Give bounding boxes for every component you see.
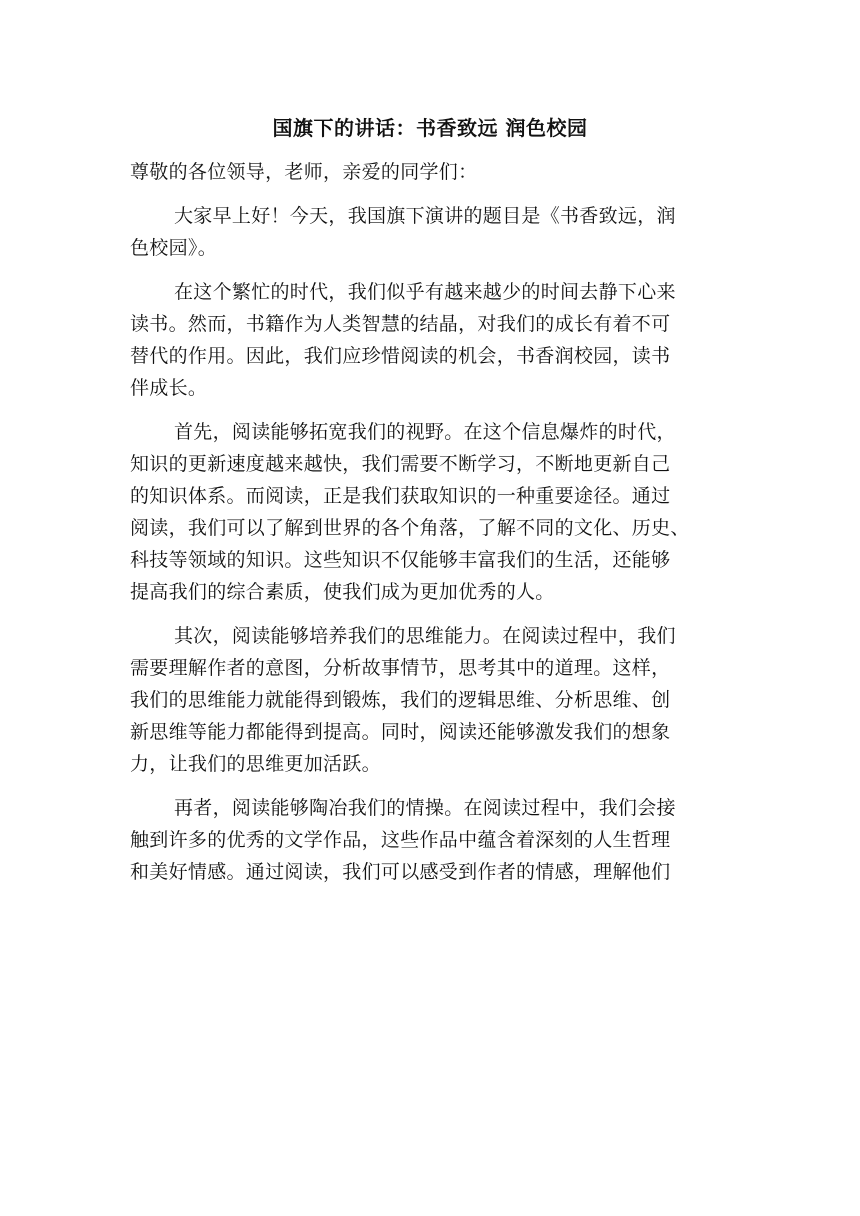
paragraph-line: 再者，阅读能够陶冶我们的情操。在阅读过程中，我们会接 (174, 797, 676, 819)
paragraph-third (130, 792, 730, 888)
paragraph-line: 提高我们的综合素质，使我们成为更加优秀的人。 (130, 581, 555, 603)
paragraph-line: 其次，阅读能够培养我们的思维能力。在阅读过程中，我们 (174, 625, 676, 647)
paragraph-line: 新思维等能力都能得到提高。同时，阅读还能够激发我们的想象 (130, 721, 671, 743)
paragraph-line: 色校园》。 (130, 237, 218, 259)
paragraph-line: 和美好情感。通过阅读，我们可以感受到作者的情感，理解他们 (130, 861, 671, 883)
document-body (130, 156, 730, 888)
paragraph-greeting (130, 200, 730, 264)
paragraph-line: 的知识体系。而阅读，正是我们获取知识的一种重要途径。通过 (130, 485, 671, 507)
paragraph-line: 知识的更新速度越来越快，我们需要不断学习，不断地更新自己 (130, 453, 671, 475)
paragraph-line: 阅读，我们可以了解到世界的各个角落，了解不同的文化、历史、 (130, 517, 690, 539)
paragraph-line: 触到许多的优秀的文学作品，这些作品中蕴含着深刻的人生哲理 (130, 829, 671, 851)
paragraph-line: 在这个繁忙的时代，我们似乎有越来越少的时间去静下心来 (174, 281, 676, 303)
document-title: 国旗下的讲话：书香致远 润色校园 (272, 116, 588, 140)
paragraph-second (130, 620, 730, 780)
paragraph-line: 读书。然而，书籍作为人类智慧的结晶，对我们的成长有着不可 (130, 313, 671, 335)
paragraph-first (130, 416, 730, 608)
paragraph-line: 科技等领域的知识。这些知识不仅能够丰富我们的生活，还能够 (130, 549, 671, 571)
paragraph-line: 替代的作用。因此，我们应珍惜阅读的机会，书香润校园，读书 (130, 345, 671, 367)
paragraph-line: 我们的思维能力就能得到锻炼，我们的逻辑思维、分析思维、创 (130, 689, 671, 711)
paragraph-intro (130, 276, 730, 404)
paragraph-line: 需要理解作者的意图，分析故事情节，思考其中的道理。这样， (130, 657, 671, 679)
paragraph-line: 力，让我们的思维更加活跃。 (130, 753, 381, 775)
paragraph-line: 伴成长。 (130, 377, 208, 399)
paragraph-line: 大家早上好！今天，我国旗下演讲的题目是《书香致远，润 (174, 205, 676, 227)
paragraph-line: 首先，阅读能够拓宽我们的视野。在这个信息爆炸的时代， (174, 421, 676, 443)
salutation: 尊敬的各位领导，老师，亲爱的同学们： (130, 161, 478, 183)
